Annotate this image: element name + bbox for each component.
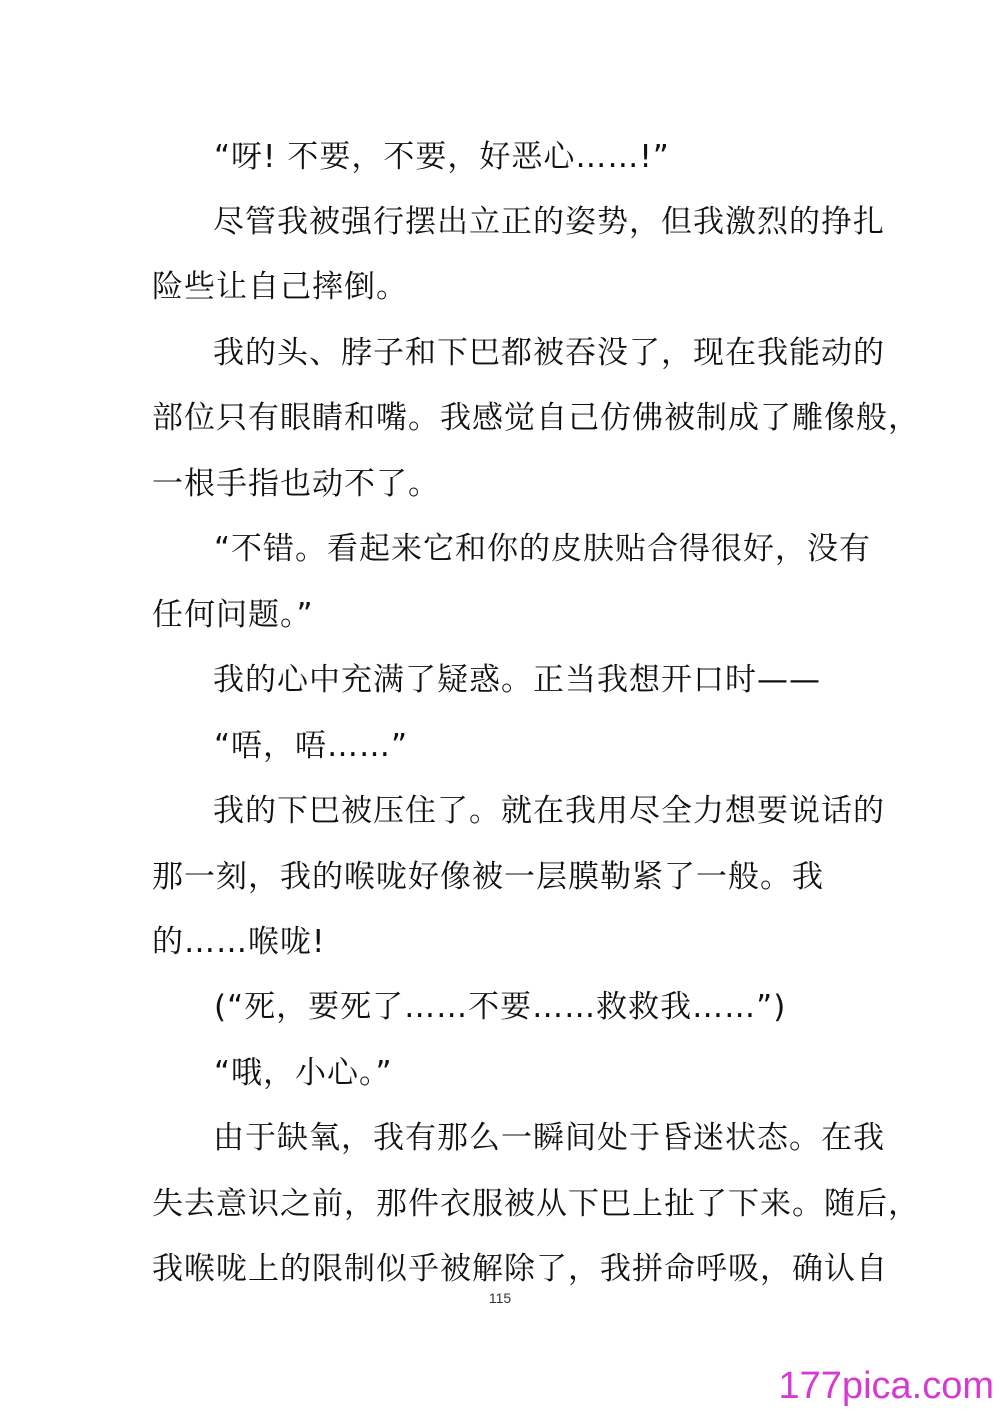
text-line: 失去意识之前，那件衣服被从下巴上扯了下来。随后，: [152, 1186, 920, 1222]
watermark: 177pica.com: [778, 1365, 994, 1407]
text-line: 我喉咙上的限制似乎被解除了，我拼命呼吸，确认自: [152, 1251, 888, 1287]
text-line: “不错。看起来它和你的皮肤贴合得很好，没有: [214, 531, 872, 567]
text-line: 一根手指也动不了。: [152, 466, 440, 502]
page-number: 115: [488, 1290, 512, 1306]
text-line: 部位只有眼睛和嘴。我感觉自己仿佛被制成了雕像般，: [152, 400, 920, 436]
text-line: “哦，小心。”: [214, 1055, 393, 1091]
text-line: 我的头、脖子和下巴都被吞没了，现在我能动的: [213, 335, 885, 371]
text-line: (“死，要死了……不要……救救我……”): [214, 989, 787, 1025]
text-line: 由于缺氧，我有那么一瞬间处于昏迷状态。在我: [213, 1120, 885, 1156]
text-line: 我的下巴被压住了。就在我用尽全力想要说话的: [213, 793, 885, 829]
text-line: 任何问题。”: [152, 597, 314, 633]
text-line: 的……喉咙!: [152, 924, 326, 960]
text-line: 那一刻，我的喉咙好像被一层膜勒紧了一般。我: [152, 859, 824, 895]
text-line: “唔，唔……”: [214, 728, 409, 764]
text-line: 尽管我被强行摆出立正的姿势，但我激烈的挣扎: [213, 204, 885, 240]
text-line: 我的心中充满了疑惑。正当我想开口时——: [213, 662, 821, 698]
text-line: 险些让自己摔倒。: [152, 269, 408, 305]
text-line: “呀! 不要，不要，好恶心……!”: [214, 139, 670, 175]
